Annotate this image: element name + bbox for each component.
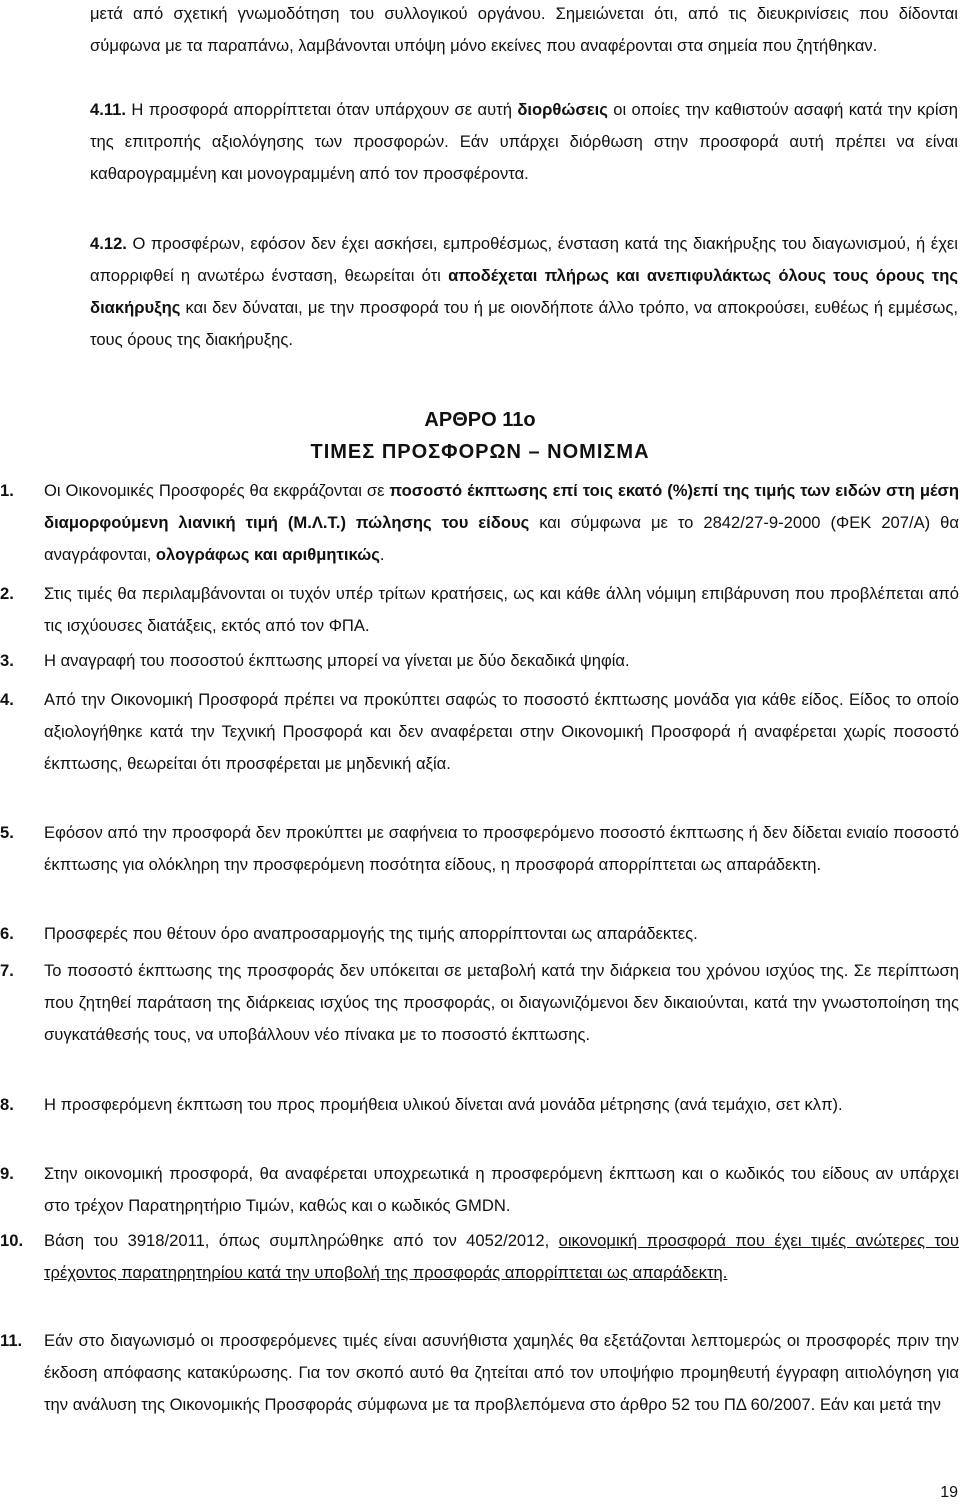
paragraph-bold-text: διορθώσεις	[517, 100, 608, 119]
paragraph-text: Ο προσφέρων, εφόσον δεν έχει ασκήσει, εμπροθέσμως, ένσταση κατά της διακήρυξης του διαγωνισμού, ή έχει απορριφθεί η ανωτέρω ένσταση, θεωρείται ότι	[90, 234, 958, 285]
list-item-text	[44, 1225, 959, 1289]
list-item-text: Το ποσοστό έκπτωσης της προσφοράς δεν υπόκειται σε μεταβολή κατά την διάρκεια του χρόνου ισχύος της. Σε περίπτωση που ζητηθεί παράταση της διάρκειας ισχύος της προσφοράς, οι διαγωνιζόμενοι δεν δικαιούνται, κατά την γνωστοποίηση της συγκατάθεσής τους, να υποβάλλουν νέο πίνακα με το ποσοστό έκπτωσης.	[44, 961, 959, 1044]
paragraph-4-12	[90, 228, 958, 356]
list-item-number: 1.	[0, 481, 14, 500]
paragraph-bold-text: αποδέχεται πλήρως και ανεπιφυλάκτως όλους τους όρους της διακήρυξης	[90, 266, 958, 317]
item-bold-text: ολογράφως και αριθμητικώς	[155, 545, 380, 564]
list-item-text: Στις τιμές θα περιλαμβάνονται οι τυχόν υπέρ τρίτων κρατήσεις, ως και κάθε άλλη νόμιμη επιβάρυνση που προβλέπεται από τις ισχύουσες διατάξεις, εκτός από τον ΦΠΑ.	[44, 584, 959, 635]
item-text-part: και σύμφωνα με το 2842/27-9-2000 (ΦΕΚ 207/Α) θα αναγράφονται,	[44, 513, 959, 564]
paragraph-number: 4.12.	[90, 234, 127, 253]
paragraph-text: και δεν δύναται, με την προσφορά του ή με οιονδήποτε άλλο τρόπο, να αποκρούσει, ευθέως ή εμμέσως, τους όρους της διακήρυξης.	[90, 298, 958, 349]
item-underlined-text: οικονομική προσφορά που έχει τιμές ανώτερες του τρέχοντος παρατηρητηρίου κατά την υποβολή της προσφοράς απορρίπτεται ως απαράδεκτη.	[44, 1231, 959, 1282]
page-number: 19	[940, 1484, 958, 1501]
list-item-text: Προσφερές που θέτουν όρο αναπροσαρμογής της τιμής απορρίπτονται ως απαράδεκτες.	[44, 924, 698, 943]
list-item-number: 10.	[0, 1231, 24, 1250]
list-item-text: Εάν στο διαγωνισμό οι προσφερόμενες τιμές είναι ασυνήθιστα χαμηλές θα εξετάζονται λεπτομερώς οι προσφορές πριν την έκδοση απόφασης κατακύρωσης. Για τον σκοπό αυτό θα ζητείται από τον υποψήφιο προμηθευτή έγγραφη αιτιολόγηση για την ανάλυση της Οικονομικής Προσφοράς σύμφωνα με τα προβλεπόμενα στο άρθρο 52 του ΠΔ 60/2007. Εάν και μετά την	[44, 1331, 959, 1414]
list-item-1	[0, 475, 960, 575]
item-text-part: Οι Οικονομικές Προσφορές θα εκφράζονται σε	[44, 481, 390, 500]
list-item-text: Η προσφερόμενη έκπτωση του προς προμήθεια υλικού δίνεται ανά μονάδα μέτρησης (ανά τεμάχιο, σετ κλπ).	[44, 1095, 843, 1114]
list-item-text: Εφόσον από την προσφορά δεν προκύπτει με σαφήνεια το προσφερόμενο ποσοστό έκπτωσης ή δεν δίδεται ενιαίο ποσοστό έκπτωσης για ολόκληρη την προσφερόμενη ποσότητα είδους, η προσφορά απορρίπτεται ως απαράδεκτη.	[44, 823, 959, 874]
list-item-number: 11.	[0, 1331, 23, 1350]
article-subtitle: ΤΙΜΕΣ ΠΡΟΣΦΟΡΩΝ – ΝΟΜΙΣΜΑ	[310, 441, 650, 463]
list-item-number: 7.	[0, 961, 14, 980]
list-item-number: 4.	[0, 690, 14, 709]
list-item-number: 6.	[0, 924, 14, 943]
paragraph-text: οι οποίες την καθιστούν ασαφή κατά την κρίση της επιτροπής αξιολόγησης των προσφορών. Εάν υπάρχει διόρθωση στην προσφορά αυτή πρέπει να είναι καθαρογραμμένη και μονογραμμένη από τον προσφέροντα.	[90, 100, 959, 183]
top-fragment-text: μετά από σχετική γνωμοδότηση του συλλογικού οργάνου. Σημειώνεται ότι, από τις διευκρινίσεις που δίδονται σύμφωνα με τα παραπάνω, λαμβάνονται υπόψη μόνο εκείνες που αναφέρονται στα σημεία που ζητήθηκαν.	[90, 4, 958, 55]
list-item-text: Από την Οικονομική Προσφορά πρέπει να προκύπτει σαφώς το ποσοστό έκπτωσης μονάδα για κάθε είδος. Είδος το οποίο αξιολογήθηκε κατά την Τεχνική Προσφορά και δεν αναφέρεται στην Οικονομική Προσφορά ή αναφέρεται χωρίς ποσοστό έκπτωσης, θεωρείται ότι προσφέρεται με μηδενική αξία.	[44, 690, 959, 773]
item-text-part: Βάση του 3918/2011, όπως συμπληρώθηκε από τον 4052/2012,	[44, 1231, 559, 1250]
paragraph-4-11	[90, 94, 958, 190]
list-item-number: 5.	[0, 823, 14, 842]
item-text-part: .	[379, 545, 385, 564]
list-item-text	[44, 475, 959, 571]
list-item-text: Η αναγραφή του ποσοστού έκπτωσης μπορεί να γίνεται με δύο δεκαδικά ψηφία.	[44, 651, 630, 670]
list-item-text: Στην οικονομική προσφορά, θα αναφέρεται υποχρεωτικά η προσφερόμενη έκπτωση και ο κωδικός του είδους αν υπάρχει στο τρέχον Παρατηρητήριο Τιμών, καθώς και ο κωδικός GMDN.	[44, 1164, 959, 1215]
article-title: ΑΡΘΡΟ 11ο	[424, 409, 536, 431]
list-item-number: 9.	[0, 1164, 14, 1183]
list-item-number: 8.	[0, 1095, 14, 1114]
top-fragment-paragraph	[90, 0, 958, 62]
list-item-number: 3.	[0, 651, 14, 670]
paragraph-number: 4.11.	[90, 100, 126, 119]
paragraph-text: Η προσφορά απορρίπτεται όταν υπάρχουν σε αυτή	[126, 100, 518, 119]
item-bold-text: ποσοστό έκπτωσης επί τοις εκατό (%)επί της τιμής των ειδών στη μέση διαμορφούμενη λιανική τιμή (Μ.Λ.Τ.) πώλησης του είδους	[44, 481, 959, 532]
list-item-number: 2.	[0, 584, 14, 603]
